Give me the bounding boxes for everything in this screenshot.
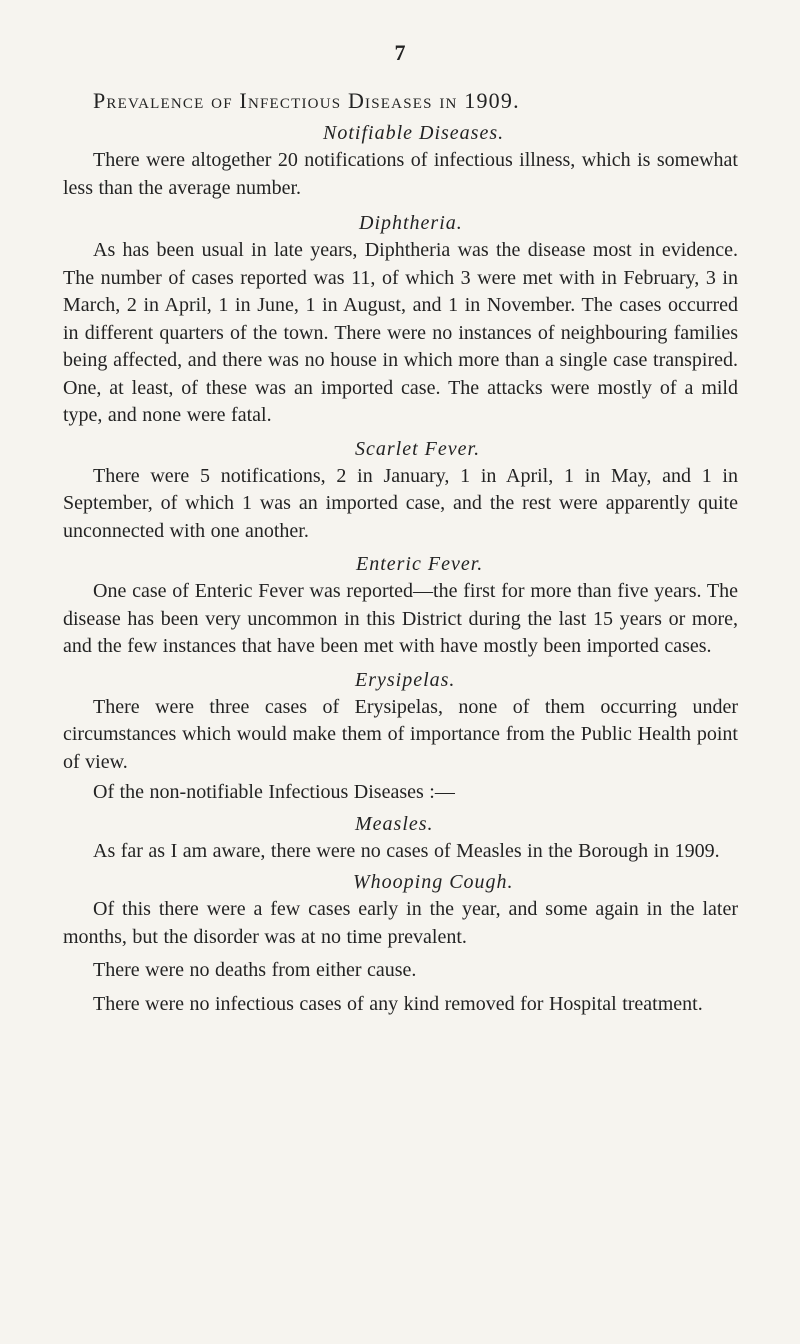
section-measles xyxy=(63,807,738,866)
paragraph: There were altogether 20 notifications of infectious illness, which is somewhat less than the average number. xyxy=(63,149,738,199)
paragraph: There were no deaths from either cause. xyxy=(93,959,417,981)
page-title: Prevalence of Infectious Diseases in 1909. xyxy=(93,88,520,113)
section-scarlet-fever xyxy=(63,430,738,546)
section-notifiable-diseases xyxy=(63,116,738,202)
section-whooping-cough xyxy=(63,865,738,1018)
paragraph: There were no infectious cases of any kind removed for Hospital treatment. xyxy=(93,992,703,1015)
section-enteric-fever xyxy=(63,545,738,661)
section-heading: Measles. xyxy=(355,812,434,835)
section-heading: Erysipelas. xyxy=(355,668,456,691)
section-erysipelas xyxy=(63,661,738,807)
paragraph: There were three cases of Erysipelas, none of them occurring under circumstances which would make them of importance from the Public Health point of view. xyxy=(63,695,738,773)
paragraph: One case of Enteric Fever was reported—the first for more than five years. The disease has been very uncommon in this District during the last 15 years or more, and the few instances that have been met with have mostly been imported cases. xyxy=(63,580,738,657)
paragraph: Of the non-notifiable Infectious Diseases :— xyxy=(93,781,455,803)
section-heading: Enteric Fever. xyxy=(356,553,484,575)
paragraph: There were 5 notifications, 2 in January, 1 in April, 1 in May, and 1 in September, of which 1 was an imported case, and the rest were apparently quite unconnected with one another. xyxy=(63,464,738,542)
section-diphtheria xyxy=(63,202,738,430)
section-heading: Diphtheria. xyxy=(359,212,463,234)
section-heading: Scarlet Fever. xyxy=(355,437,481,460)
section-heading: Notifiable Diseases. xyxy=(323,122,505,144)
paragraph: As far as I am aware, there were no cases of Measles in the Borough in 1909. xyxy=(93,839,720,862)
page-content xyxy=(63,86,738,1018)
page-number: 7 xyxy=(394,40,406,65)
section-heading: Whooping Cough. xyxy=(353,871,514,893)
paragraph: As has been usual in late years, Diphtheria was the disease most in evidence. The number of cases reported was 11, of which 3 were met with in February, 3 in March, 2 in April, 1 in June, 1 in August, and 1 in November. The cases occurred in different quarters of the town. There were no instances of neighbouring families being affected, and there was no house in which more than a single case transpired. One, at least, of these was an imported case. The attacks were mostly of a mild type, and none were fatal. xyxy=(63,239,738,426)
paragraph: Of this there were a few cases early in the year, and some again in the later months, but the disorder was at no time prevalent. xyxy=(63,898,738,948)
